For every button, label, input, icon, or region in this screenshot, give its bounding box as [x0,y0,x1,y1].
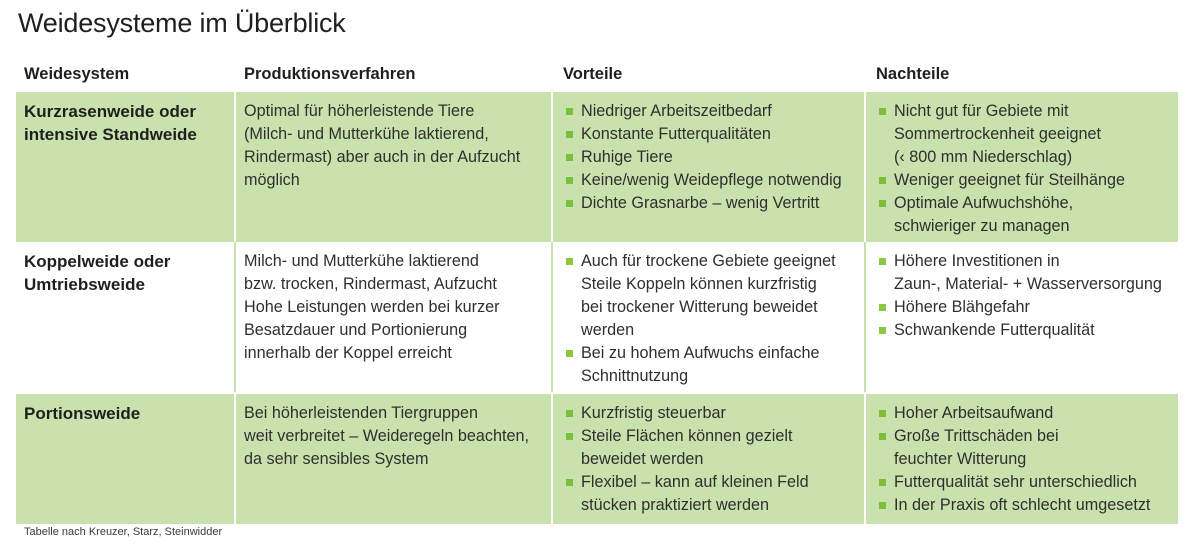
bullet-square-icon [879,502,886,509]
bullet-square-icon [566,200,573,207]
header-disadvantages: Nachteile [876,65,950,83]
system-name: Kurzrasenweide oder intensive Standweide [24,102,197,144]
header-system: Weidesystem [24,65,130,83]
list-item: Kurzfristig steuerbar [563,402,866,425]
bullet-square-icon [566,479,573,486]
production-cell [236,394,553,524]
list-item: Ruhige Tiere [563,146,866,169]
table-row-portionsweide [16,394,1178,524]
list-item: Futterqualität sehr unterschiedlich [876,471,1178,494]
list-item: Höhere Investitionen in Zaun-, Material- + Wasserversorgung [876,250,1178,296]
system-cell [16,394,236,524]
bullet-square-icon [879,200,886,207]
list-item: Niedriger Arbeitszeitbedarf [563,100,866,123]
list-item: Nicht gut für Gebiete mit Sommertrockenheit geeignet (‹ 800 mm Niederschlag) [876,100,1178,169]
system-cell [16,242,236,392]
advantages-cell [553,92,866,242]
bullet-square-icon [566,154,573,161]
disadvantages-list [876,402,1178,517]
bullet-square-icon [879,258,886,265]
disadvantages-list [876,100,1178,238]
disadvantages-list [876,250,1178,342]
list-item: Schwankende Futterqualität [876,319,1178,342]
production-text: Milch- und Mutterkühe laktierend bzw. trocken, Rindermast, Aufzucht Hohe Leistungen werden bei kurzer Besatzdauer und Portionierung innerhalb der Koppel erreicht [244,252,500,362]
list-item: Dichte Grasnarbe – wenig Vertritt [563,192,866,215]
list-item: Weniger geeignet für Steilhänge [876,169,1178,192]
table-row-kurzrasenweide [16,92,1178,242]
production-cell [236,242,553,392]
system-name: Portionsweide [24,404,141,423]
production-cell [236,92,553,242]
advantages-list [563,100,866,215]
list-item: Große Trittschäden bei feuchter Witterung [876,425,1178,471]
bullet-square-icon [879,327,886,334]
bullet-square-icon [566,131,573,138]
system-cell [16,92,236,242]
disadvantages-cell [866,92,1178,242]
list-item: In der Praxis oft schlecht umgesetzt [876,494,1178,517]
table-source-footnote: Tabelle nach Kreuzer, Starz, Steinwidder [24,526,223,538]
list-item: Steile Flächen können gezielt beweidet werden [563,425,866,471]
system-name: Koppelweide oder Umtriebsweide [24,252,171,294]
header-production: Produktionsverfahren [244,65,416,83]
list-item: Konstante Futterqualitäten [563,123,866,146]
list-item: Flexibel – kann auf kleinen Feld stücken praktiziert werden [563,471,866,517]
bullet-square-icon [879,108,886,115]
bullet-square-icon [879,410,886,417]
page-title: Weidesysteme im Überblick [18,8,346,38]
table-header-row [16,56,1178,90]
advantages-cell [553,394,866,524]
pasture-systems-table [16,56,1178,514]
bullet-square-icon [566,433,573,440]
bullet-square-icon [566,177,573,184]
list-item: Bei zu hohem Aufwuchs einfache Schnittnutzung [563,342,866,388]
bullet-square-icon [566,258,573,265]
bullet-square-icon [879,433,886,440]
production-text: Bei höherleistenden Tiergruppen weit verbreitet – Weideregeln beachten, da sehr sensibles System [244,404,529,468]
header-advantages: Vorteile [563,65,623,83]
disadvantages-cell [866,394,1178,524]
advantages-list [563,402,866,517]
bullet-square-icon [566,108,573,115]
bullet-square-icon [879,304,886,311]
disadvantages-cell [866,242,1178,392]
bullet-square-icon [879,479,886,486]
advantages-list [563,250,866,388]
advantages-cell [553,242,866,392]
bullet-square-icon [566,350,573,357]
list-item: Höhere Blähgefahr [876,296,1178,319]
list-item: Keine/wenig Weidepflege notwendig [563,169,866,192]
list-item: Optimale Aufwuchshöhe, schwieriger zu managen [876,192,1178,238]
list-item: Auch für trockene Gebiete geeignet Steile Koppeln können kurzfristig bei trockener Witterung beweidet werden [563,250,866,342]
production-text: Optimal für höherleistende Tiere (Milch- und Mutterkühe laktierend, Rindermast) aber auch in der Aufzucht möglich [244,102,521,189]
bullet-square-icon [879,177,886,184]
table-row-koppelweide [16,242,1178,392]
list-item: Hoher Arbeitsaufwand [876,402,1178,425]
bullet-square-icon [566,410,573,417]
